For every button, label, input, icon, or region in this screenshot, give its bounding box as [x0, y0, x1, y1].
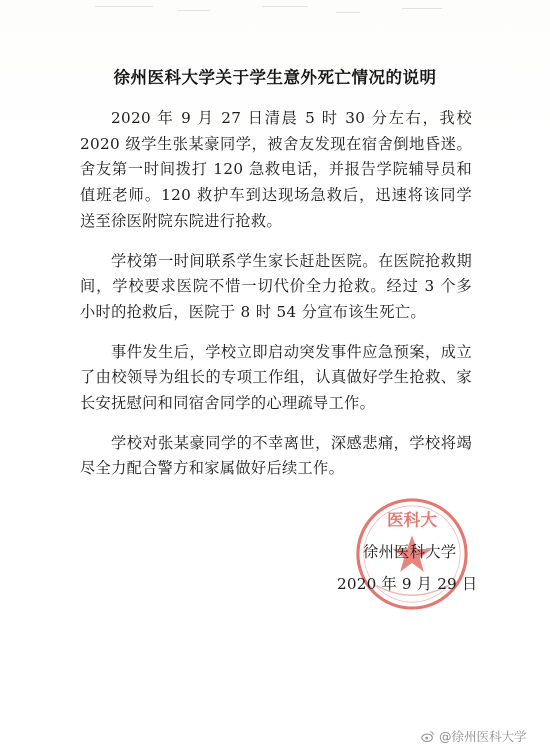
body-paragraph: 2020 年 9 月 27 日清晨 5 时 30 分左右，我校 2020 级学生张某豪同学，被舍友发现在宿舍倒地昏迷。舍友第一时间拨打 120 急救电话，并报告学院辅导员和值班老师。120 救护车到达现场急救后，迅速将该同学送至徐医附院东院进行抢救。 — [80, 109, 472, 230]
body-paragraph: 学校第一时间联系学生家长赶赴医院。在医院抢救期间，学校要求医院不惜一切代价全力抢救。经过 3 个多小时的抢救后，医院于 8 时 54 分宣布该生死亡。 — [80, 251, 472, 321]
document-body — [80, 106, 472, 496]
signature-organization: 徐州医科大学 — [363, 543, 457, 561]
watermark-text: @徐州医科大学 — [439, 729, 527, 744]
bleed-through-marks — [0, 0, 550, 30]
document-title: 徐州医科大学关于学生意外死亡情况的说明 — [113, 68, 437, 87]
weibo-logo-icon — [421, 729, 435, 743]
bleed-mark — [95, 6, 153, 7]
body-paragraph: 学校对张某豪同学的不幸离世，深感悲痛，学校将竭尽全力配合警方和家属做好后续工作。 — [80, 433, 472, 478]
seal-lettering: 医科大 — [386, 509, 438, 530]
bleed-mark — [178, 10, 210, 11]
body-paragraph: 事件发生后，学校立即启动突发事件应急预案，成立了由校领导为组长的专项工作组，认真做好学生抢救、家长安抚慰问和同宿舍同学的心理疏导工作。 — [80, 342, 472, 413]
bleed-mark — [262, 6, 308, 7]
signature-date: 2020 年 9 月 29 日 — [337, 575, 478, 593]
weibo-watermark — [421, 727, 527, 745]
bleed-mark — [402, 8, 442, 9]
bleed-mark — [336, 12, 360, 13]
